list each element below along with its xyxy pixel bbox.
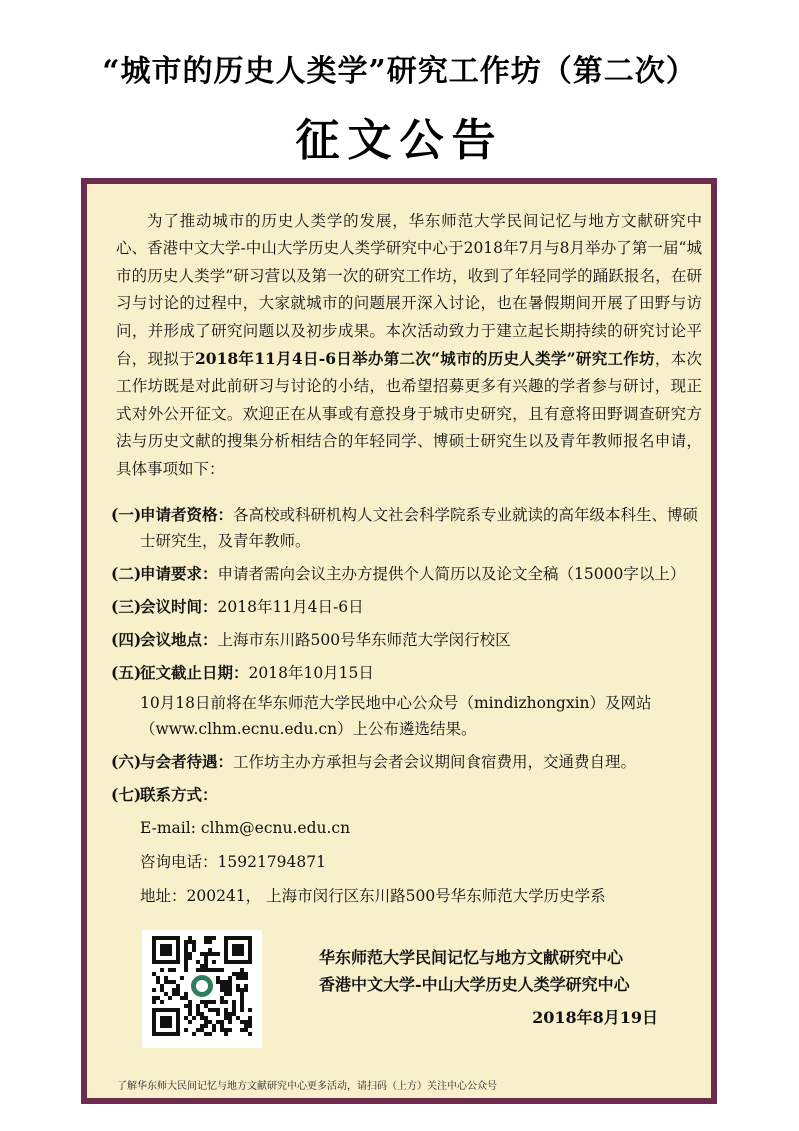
announcement-panel	[81, 178, 717, 1104]
intro-highlight: 2018年11月4日-6日举办第二次“城市的历史人类学”研究工作坊	[195, 349, 655, 369]
list-item	[111, 660, 707, 686]
items-list	[111, 502, 707, 917]
list-item	[111, 782, 707, 808]
item-text: 各高校或科研机构人文社会科学院系专业就读的高年级本科生、博硕士研究生，及青年教师。	[140, 506, 699, 550]
item-number: (一)	[111, 505, 142, 524]
item-number: (六)	[111, 752, 142, 771]
item-label: 会议地点：	[140, 630, 218, 649]
intro-paragraph	[116, 208, 702, 483]
item-label: 征文截止日期：	[140, 663, 249, 682]
qr-code-icon	[142, 930, 262, 1048]
item-text: 10月18日前将在华东师范大学民地中心公众号（mindizhongxin）及网站（www.clhm.ecnu.edu.cn）上公布遴选结果。	[140, 694, 652, 738]
list-item	[111, 561, 707, 587]
contact-email[interactable]: E-mail: clhm@ecnu.edu.cn	[140, 819, 351, 837]
intro-text-2: ，本次工作坊既是对此前研习与讨论的小结，也希望招募更多有兴趣的学者参与研讨，现正式对外公开征文。欢迎正在从事或有意投身于城市史研究，且有意将田野调查研究方法与历史文献的搜集分析相结合的年轻同学、博硕士研究生以及青年教师报名申请，具体事项如下：	[116, 350, 702, 478]
contact-address: 地址：200241， 上海市闵行区东川路500号华东师范大学历史学系	[140, 887, 606, 905]
item-label: 联系方式：	[140, 785, 218, 804]
organizer-1: 华东师范大学民间记忆与地方文献研究中心	[319, 948, 624, 967]
item-text: 申请者需向会议主办方提供个人简历以及论文全稿（15000字以上）	[217, 565, 686, 583]
item-label: 申请者资格：	[140, 505, 234, 524]
item-number: (三)	[111, 597, 142, 616]
page-title: “城市的历史人类学”研究工作坊（第二次）	[102, 54, 697, 89]
contact-phone: 咨询电话：15921794871	[140, 853, 326, 871]
item-number: (七)	[111, 785, 142, 804]
item-number: (五)	[111, 663, 142, 682]
list-item-note	[111, 690, 707, 742]
intro-text-1: 为了推动城市的历史人类学的发展，华东师范大学民间记忆与地方文献研究中心、香港中文大学-中山大学历史人类学研究中心于2018年7月与8月举办了第一届“城市的历史人类学”研习营以及第一次的研究工作坊，收到了年轻同学的踊跃报名，在研习与讨论的过程中，大家就城市的问题展开深入讨论，也在暑假期间开展了田野与访问，并形成了研究问题以及初步成果。本次活动致力于建立起长期持续的研究讨论平台，现拟于	[116, 212, 702, 369]
issue-date: 2018年8月19日	[532, 1008, 658, 1027]
item-label: 与会者待遇：	[140, 752, 234, 771]
item-text: 上海市东川路500号华东师范大学闵行校区	[217, 631, 511, 649]
item-label: 申请要求：	[140, 564, 218, 583]
organizers-block	[319, 944, 684, 1031]
page-subtitle: 征文公告	[295, 115, 504, 166]
list-item	[111, 749, 707, 775]
footnote: 了解华东师大民间记忆与地方文献研究中心更多活动，请扫码（上方）关注中心公众号	[117, 1081, 497, 1092]
organizer-2: 香港中文大学-中山大学历史人类学研究中心	[319, 975, 630, 994]
qr-code-graphic	[142, 930, 262, 1048]
item-text: 工作坊主办方承担与会者会议期间食宿费用，交通费自理。	[233, 753, 637, 771]
item-number: (四)	[111, 630, 142, 649]
list-item	[111, 627, 707, 653]
item-label: 会议时间：	[140, 597, 218, 616]
list-item	[111, 594, 707, 620]
item-text: 2018年11月4日-6日	[217, 598, 364, 616]
item-number: (二)	[111, 564, 142, 583]
item-text: 2018年10月15日	[248, 664, 374, 682]
list-item	[111, 502, 707, 554]
